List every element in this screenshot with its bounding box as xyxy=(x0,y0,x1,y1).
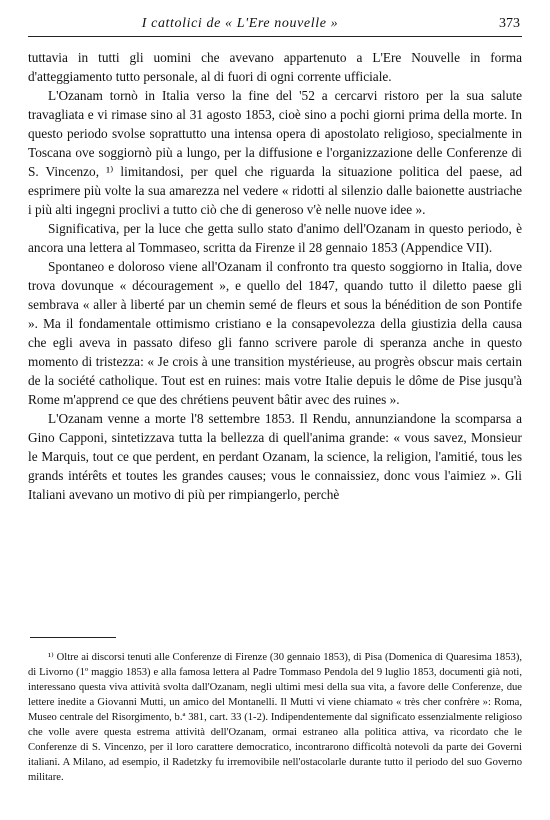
paragraph-2: L'Ozanam tornò in Italia verso la fine del '52 a cercarvi ristoro per la sua salute travagliata e vi rimase sino al 31 agosto 1853, cioè sino a pochi giorni prima della morte. In questo periodo svolse soprattutto una intensa opera di apostolato religioso, specialmente in Toscana ove soggiornò più a lungo, per la diffusione e l'organizzazione delle Conferenze di S. Vincenzo, ¹⁾ limitandosi, per quel che riguarda la situazione politica del paese, ad esprimere più volte la sua amarezza nel vedere « ridotti al silenzio dalle baionette austriache i più alti ingegni proclivi a tutto ciò che di generoso v'è nelle nuove idee ». xyxy=(28,88,522,217)
footnote-divider xyxy=(30,637,116,638)
body-text xyxy=(28,48,522,504)
paragraph-4: Spontaneo e doloroso viene all'Ozanam il confronto tra questo soggiorno in Italia, dove trova dovunque « découragement », e quello del 1847, quando tutto il diletto paese gli sembrava « aller à liberté par un chemin semé de fleurs et sous la bénédition de son Pontife ». Ma il fondamentale ottimismo cristiano e la consapevolezza della giustizia della causa che egli aveva in passato difeso gli fanno scrivere parole di speranza anche in questo momento di tristezza: « Je crois à une transition mystérieuse, au progrès obscur mais certain de la société catholique. Tout est en ruines: mais votre Italie depuis le dôme de Pise jusqu'à Rome m'apprend ce que des chrétiens peuvent bâtir avec des ruines ». xyxy=(28,259,522,407)
paragraph-5: L'Ozanam venne a morte l'8 settembre 1853. Il Rendu, annunziandone la scomparsa a Gino Capponi, sintetizzava tutta la bellezza di quell'anima grande: « vous savez, Monsieur le Marquis, tout ce que perdent, en perdant Ozanam, la science, la religion, l'amitié, tous les grands intérêts et toutes les grandes causes; vous le connaissiez, donc vous l'aimiez ». Gli Italiani avevano un motivo di più per rimpiangerlo, perchè xyxy=(28,411,522,502)
page-header xyxy=(28,14,522,37)
running-title: I cattolici de « L'Ere nouvelle » xyxy=(141,16,339,31)
page-number: 373 xyxy=(499,16,520,31)
footnote: ¹⁾ Oltre ai discorsi tenuti alle Conferenze di Firenze (30 gennaio 1853), di Pisa (Domenica di Quaresima 1853), di Livorno (1º maggio 1853) e alla famosa lettera al Padre Tommaso Pendola del 9 luglio 1853, documenti già noti, interessano questa viva attività svolta dall'Ozanam, negli ultimi mesi della sua vita, a favore delle Conferenze, due lettere inedite a Giovanni Mutti, un amico del Montanelli. Il Mutti vi viene chiamato « très cher confrère »: Roma, Museo centrale del Risorgimento, b.ª 381, cart. 33 (1-2). Indipendentemente dal significato essenzialmente religioso che volle avere questa estrema attività dell'Ozanam, ormai estraneo alla politica attiva, va ricordato che le Conferenze di S. Vincenzo, per il loro carattere democratico, incontrarono difficoltà notevoli da parte dei Governi italiani. A Milano, ad esempio, il Radetzky fu irremovibile nell'ostacolarle durante tutto il periodo del suo Governo militare. xyxy=(28,652,522,783)
paragraph-1: tuttavia in tutti gli uomini che avevano appartenuto a L'Ere Nouvelle in forma d'atteggiamento tutto personale, al di fuori di ogni corrente ufficiale. xyxy=(28,50,522,84)
paragraph-3: Significativa, per la luce che getta sullo stato d'animo dell'Ozanam in questo periodo, è ancora una lettera al Tommaseo, scritta da Firenze il 28 gennaio 1853 (Appendice VII). xyxy=(28,221,522,255)
